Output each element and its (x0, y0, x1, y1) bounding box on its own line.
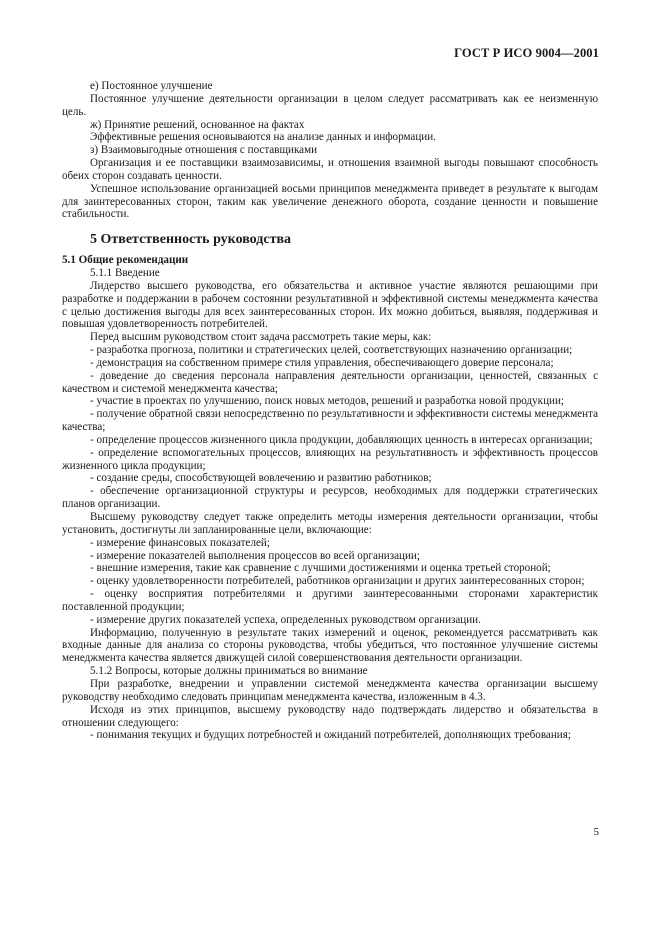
section-heading: 5 Ответственность руководства (90, 232, 292, 248)
paragraph: Исходя из этих принципов, высшему руководству надо подтверждать лидерство и обязательства в отношении следующего: (62, 703, 598, 729)
paragraph: - понимания текущих и будущих потребностей и ожиданий потребителей, дополняющих требования; (90, 729, 571, 742)
paragraph: Перед высшим руководством стоит задача рассмотреть такие меры, как: (90, 331, 432, 344)
paragraph: Успешное использование организацией восьми принципов менеджмента приведет в результате к выгодам для заинтересованных сторон, таким как увеличение денежного оборота, создание ценности и повышение стабильности. (62, 182, 598, 221)
paragraph: - участие в проектах по улучшению, поиск новых методов, решений и разработка новой продукции; (90, 395, 564, 408)
paragraph: Постоянное улучшение деятельности организации в целом следует рассматривать как ее неизменную цель. (62, 92, 598, 118)
paragraph: - измерение финансовых показателей; (90, 536, 270, 549)
page-number: 5 (593, 826, 599, 838)
paragraph: ж) Принятие решений, основанное на фактах (90, 118, 305, 131)
paragraph: 5.1.2 Вопросы, которые должны приниматься во внимание (90, 665, 368, 678)
paragraph: з) Взаимовыгодные отношения с поставщиками (90, 144, 318, 157)
paragraph: При разработке, внедрении и управлении системой менеджмента качества организации высшему руководству необходимо следовать принципам менеджмента качества, изложенным в 4.3. (62, 677, 598, 703)
running-header: ГОСТ Р ИСО 9004—2001 (454, 46, 599, 60)
paragraph: Организация и ее поставщики взаимозависимы, и отношения взаимной выгоды повышают способность обеих сторон создавать ценности. (62, 157, 598, 182)
paragraph: Высшему руководству следует также определить методы измерения деятельности организации, чтобы установить, достигнуты ли запланированные цели, включающие: (62, 511, 598, 536)
paragraph: - оценку восприятия потребителями и другими заинтересованными сторонами характеристик поставленной продукции; (62, 588, 598, 613)
document-body (62, 80, 598, 742)
paragraph: - измерение других показателей успеха, определенных руководством организации. (90, 613, 481, 626)
paragraph: Информацию, полученную в результате таких измерений и оценок, рекомендуется рассматривать как входные данные для анализа со стороны руководства, чтобы убедиться, что постоянное улучшение системы менеджмента качества является движущей силой совершенствования деятельности организации. (62, 626, 598, 665)
paragraph: - получение обратной связи непосредственно по результативности и эффективности системы менеджмента качества; (62, 408, 599, 434)
paragraph: 5.1.1 Введение (90, 266, 160, 279)
subsection-heading: 5.1 Общие рекомендации (62, 254, 189, 267)
paragraph: Эффективные решения основываются на анализе данных и информации. (90, 131, 436, 144)
paragraph: - определение процессов жизненного цикла продукции, добавляющих ценность в интересах организации; (90, 433, 593, 446)
paragraph: - разработка прогноза, политики и стратегических целей, соответствующих назначению организации; (90, 344, 573, 357)
paragraph: - определение вспомогательных процессов, влияющих на результативность и эффективность процессов жизненного цикла продукции; (62, 446, 598, 472)
paragraph: - создание среды, способствующей вовлечению и развитию работников; (90, 472, 432, 485)
paragraph: - демонстрация на собственном примере стиля управления, обеспечивающего доверие персонала; (90, 356, 554, 369)
paragraph: - оценку удовлетворенности потребителей, работников организации и других заинтересованных сторон; (90, 575, 585, 588)
paragraph: е) Постоянное улучшение (90, 80, 213, 92)
paragraph: - внешние измерения, такие как сравнение с лучшими достижениями и оценка третьей стороной; (90, 562, 551, 575)
paragraph: - измерение показателей выполнения процессов во всей организации; (90, 549, 420, 562)
paragraph: Лидерство высшего руководства, его обязательства и активное участие являются решающими при разработке и поддержании в рабочем состоянии результативной и эффективной системы менеджмента качества с целью достижения выгоды для всех заинтересованных сторон. Их можно добиться, выявляя, поддерживая и повышая удовлетворенность потребителей. (62, 279, 598, 331)
paragraph: - доведение до сведения персонала направления деятельности организации, ценностей, связанных с качеством и системой менеджмента качества; (62, 369, 598, 395)
paragraph: - обеспечение организационной структуры и ресурсов, необходимых для поддержки стратегических планов организации. (62, 485, 598, 511)
